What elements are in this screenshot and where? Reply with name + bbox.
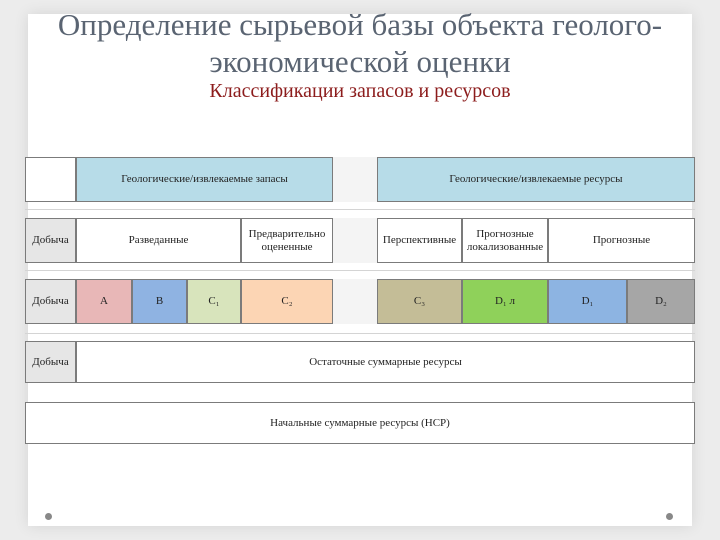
category-a: A [76,279,132,324]
production-label: Добыча [25,218,76,263]
category-c2: C₂ [241,279,333,324]
perspective-cell: Перспективные [377,218,462,263]
category-c1: C₁ [187,279,241,324]
forecast-localized-cell [462,218,548,263]
slide-subtitle: Классификации запасов и ресурсов [209,80,511,102]
preliminary-line-1: Предварительно [248,227,326,240]
initial-total-resources: Начальные суммарные ресурсы (НСР) [25,402,695,444]
production-label: Добыча [25,341,76,383]
title-line-2: экономической оценки [209,44,511,79]
decorative-dot [666,513,673,520]
resources-header: Геологические/извлекаемые ресурсы [377,157,695,202]
divider-line [25,333,695,334]
residual-total-resources: Остаточные суммарные ресурсы [76,341,695,383]
forecast-localized-line-2: локализованные [466,240,544,253]
preliminary-line-2: оцененные [261,240,313,253]
reserves-header: Геологические/извлекаемые запасы [76,157,333,202]
forecast-localized-line-1: Прогнозные [476,227,534,240]
title-line-1: Определение сырьевой базы объекта геолого- [57,7,663,42]
preliminary-cell [241,218,333,263]
explored-cell: Разведанные [76,218,241,263]
forecast-cell: Прогнозные [548,218,695,263]
category-d2: D₂ [627,279,695,324]
decorative-dot [45,513,52,520]
category-c3: C₃ [377,279,462,324]
divider-line [25,270,695,271]
category-d1l: D₁ л [462,279,548,324]
production-label: Добыча [25,279,76,324]
category-d1: D₁ [548,279,627,324]
slide-title [0,6,720,80]
divider-line [25,209,695,210]
empty-corner-cell [25,157,76,202]
category-b: B [132,279,187,324]
